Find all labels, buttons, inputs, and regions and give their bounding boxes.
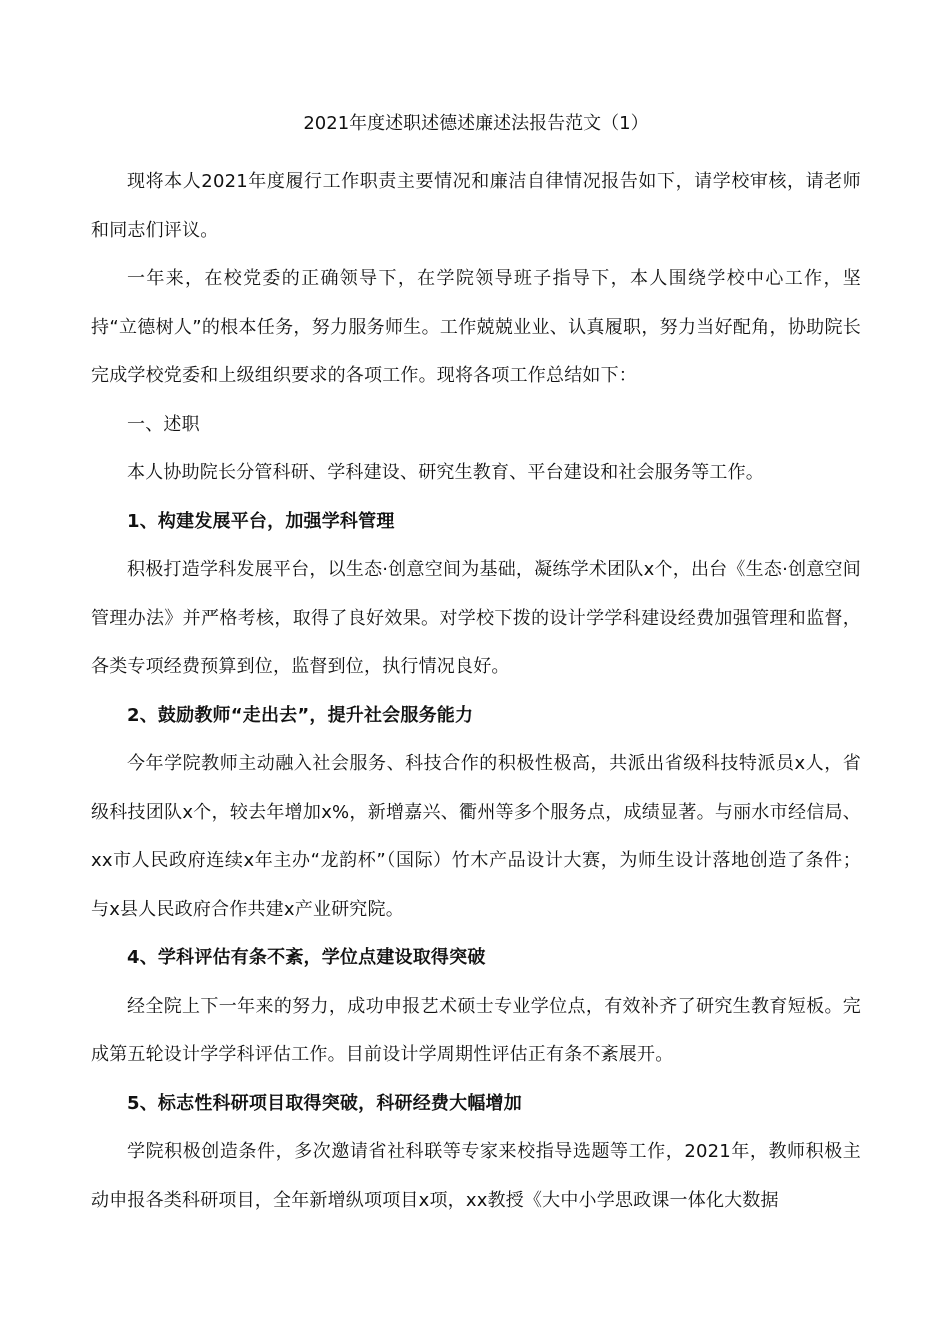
heading-item-2: 2、鼓励教师“走出去”，提升社会服务能力 xyxy=(127,704,474,726)
paragraph-item-4: 经全院上下一年来的努力，成功申报艺术硕士专业学位点，有效补齐了研究生教育短板。完成第五轮设计学学科评估工作。目前设计学周期性评估正有条不紊展开。 xyxy=(91,995,861,1065)
paragraph-item-1: 积极打造学科发展平台，以生态·创意空间为基础，凝练学术团队x个，出台《生态·创意空间管理办法》并严格考核，取得了良好效果。对学校下拨的设计学学科建设经费加强管理和监督，各类专项经费预算到位，监督到位，执行情况良好。 xyxy=(91,559,861,677)
heading-item-4: 4、学科评估有条不紊，学位点建设取得突破 xyxy=(127,947,486,968)
document-body xyxy=(91,106,861,1225)
section-heading-report: 一、述职 xyxy=(127,413,200,435)
heading-item-5: 5、标志性科研项目取得突破，科研经费大幅增加 xyxy=(127,1092,522,1114)
paragraph-responsibilities: 本人协助院长分管科研、学科建设、研究生教育、平台建设和社会服务等工作。 xyxy=(127,462,764,483)
paragraph-item-5: 学院积极创造条件，多次邀请省社科联等专家来校指导选题等工作，2021年，教师积极主动申报各类科研项目，全年新增纵项项目x项，xx教授《大中小学思政课一体化大数据 xyxy=(91,1141,861,1211)
heading-item-1: 1、构建发展平台，加强学科管理 xyxy=(127,510,395,532)
paragraph-intro: 现将本人2021年度履行工作职责主要情况和廉洁自律情况报告如下，请学校审核，请老师和同志们评议。 xyxy=(91,171,861,241)
paragraph-overview: 一年来，在校党委的正确领导下，在学院领导班子指导下，本人围绕学校中心工作，坚持“立德树人”的根本任务，努力服务师生。工作兢兢业业、认真履职，努力当好配角，协助院长完成学校党委和上级组织要求的各项工作。现将各项工作总结如下： xyxy=(91,268,861,386)
document-title: 2021年度述职述德述廉述法报告范文（1） xyxy=(303,113,649,134)
paragraph-item-2: 今年学院教师主动融入社会服务、科技合作的积极性极高，共派出省级科技特派员x人，省级科技团队x个，较去年增加x%，新增嘉兴、衢州等多个服务点，成绩显著。与丽水市经信局、xx市人民政府连续x年主办“龙韵杯”（国际）竹木产品设计大赛，为师生设计落地创造了条件；与x县人民政府合作共建x产业研究院。 xyxy=(91,753,861,920)
